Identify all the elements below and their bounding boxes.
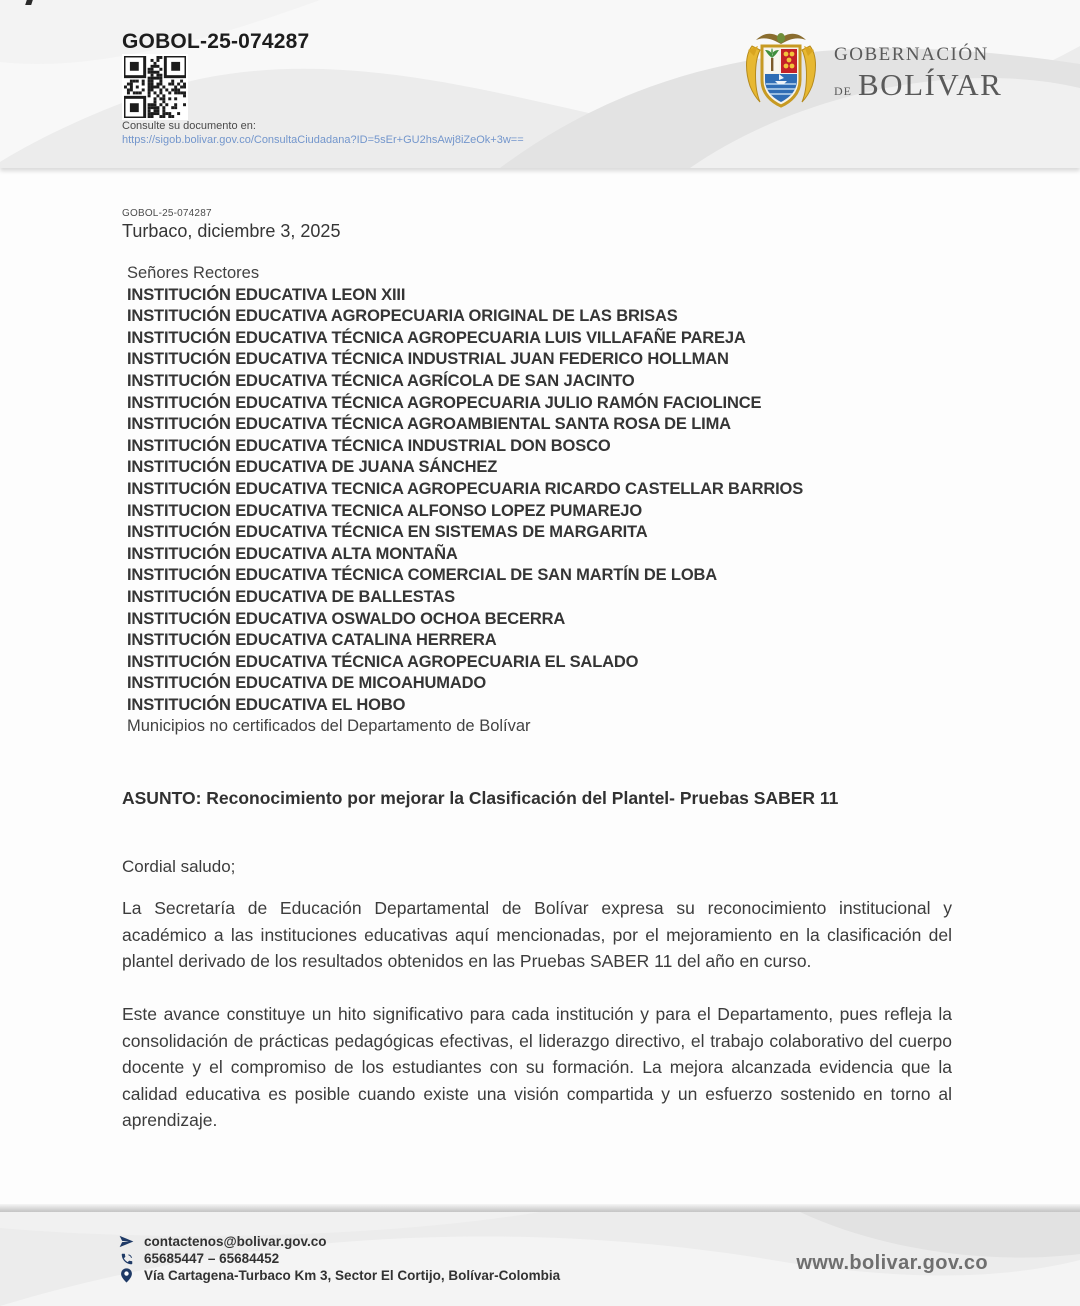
recipient-line: INSTITUCIÓN EDUCATIVA CATALINA HERRERA <box>127 631 497 650</box>
recipient-line: INSTITUCIÓN EDUCATIVA AGROPECUARIA ORIGINAL DE LAS BRISAS <box>127 307 678 326</box>
recipient-line: INSTITUCIÓN EDUCATIVA DE BALLESTAS <box>127 587 455 606</box>
letter-ref-number: GOBOL-25-074287 <box>122 208 212 219</box>
body-paragraph-1: La Secretaría de Educación Departamental de Bolívar expresa su reconocimiento institucional y académico a las instituciones educativas aquí mencionadas, por el mejoramiento en la clasificación del plantel derivado de los resultados obtenidos en las Pruebas SABER 11 del año en curso. <box>122 898 952 972</box>
consult-document-link[interactable]: https://sigob.bolivar.gov.co/ConsultaCiudadana?ID=5sEr+GU2hsAwj8iZeOk+3w== <box>122 134 524 146</box>
greeting: Cordial saludo; <box>122 857 236 876</box>
document-number: GOBOL-25-074287 <box>122 30 310 53</box>
body-paragraph-2: Este avance constituye un hito significativo para cada institución y para el Departamento, pues refleja la consolidación de prácticas pedagógicas efectivas, el liderazgo directivo, el trabajo colaborativo del cuerpo docente y el compromiso de los estudiantes con su formación. La mejora alcanzada evidencia que la calidad educativa es posible cuando existe una visión compartida y un esfuerzo sostenido en torno al aprendizaje. <box>122 1004 952 1131</box>
recipient-line: INSTITUCIÓN EDUCATIVA TÉCNICA INDUSTRIAL DON BOSCO <box>127 436 611 455</box>
subject-line: ASUNTO: Reconocimiento por mejorar la Clasificación del Plantel- Pruebas SABER 11 <box>122 788 839 808</box>
letterhead-header <box>0 0 1080 168</box>
gobernacion-logo <box>742 28 1002 116</box>
recipient-line: INSTITUCIÓN EDUCATIVA TÉCNICA AGROPECUARIA JULIO RAMÓN FACIOLINCE <box>127 393 762 412</box>
recipient-line: INSTITUCIÓN EDUCATIVA ALTA MONTAÑA <box>127 544 458 563</box>
org-name <box>834 45 1002 100</box>
contact-address-row <box>118 1268 560 1283</box>
recipients-footer: Municipios no certificados del Departamento de Bolívar <box>127 717 531 736</box>
letterhead-footer <box>0 1212 1080 1306</box>
recipient-line: INSTITUCIÓN EDUCATIVA TÉCNICA AGROAMBIENTAL SANTA ROSA DE LIMA <box>127 415 731 434</box>
recipient-line: INSTITUCIÓN EDUCATIVA TÉCNICA AGROPECUARIA EL SALADO <box>127 652 639 671</box>
recipient-line: INSTITUCIÓN EDUCATIVA TÉCNICA EN SISTEMAS DE MARGARITA <box>127 523 648 542</box>
recipients-list <box>127 285 967 717</box>
org-name-de: DE <box>834 83 852 98</box>
recipient-line: INSTITUCIÓN EDUCATIVA DE JUANA SÁNCHEZ <box>127 458 498 477</box>
org-name-line1: GOBERNACIÓN <box>834 43 989 65</box>
contact-email-row <box>118 1234 560 1249</box>
recipient-line: INSTITUCIÓN EDUCATIVA TÉCNICA COMERCIAL DE SAN MARTÍN DE LOBA <box>127 566 718 585</box>
contact-info <box>118 1234 560 1283</box>
qr-code <box>122 54 188 120</box>
recipients-block <box>127 263 967 738</box>
location-pin-icon <box>118 1268 135 1283</box>
recipient-line: INSTITUCIÓN EDUCATIVA LEON XIII <box>127 285 406 304</box>
recipient-line: INSTITUCIÓN EDUCATIVA TECNICA AGROPECUARIA RICARDO CASTELLAR BARRIOS <box>127 479 804 498</box>
contact-phones: 65685447 – 65684452 <box>144 1251 280 1266</box>
phone-icon <box>118 1251 135 1266</box>
contact-phone-row <box>118 1251 560 1266</box>
salutation: Señores Rectores <box>127 264 260 282</box>
bolivar-coat-of-arms-icon <box>742 28 820 116</box>
consult-document-label: Consulte su documento en: <box>122 120 256 132</box>
recipient-line: INSTITUCIÓN EDUCATIVA EL HOBO <box>127 695 406 714</box>
recipient-line: INSTITUCIÓN EDUCATIVA OSWALDO OCHOA BECERRA <box>127 609 566 628</box>
send-icon <box>118 1234 135 1249</box>
letter-date: Turbaco, diciembre 3, 2025 <box>122 221 341 241</box>
recipient-line: INSTITUCIÓN EDUCATIVA TÉCNICA AGROPECUARIA LUIS VILLAFAÑE PAREJA <box>127 328 746 347</box>
contact-email: contactenos@bolivar.gov.co <box>144 1234 327 1249</box>
recipient-line: INSTITUCIÓN EDUCATIVA TÉCNICA INDUSTRIAL JUAN FEDERICO HOLLMAN <box>127 350 729 369</box>
recipient-line: INSTITUCIÓN EDUCATIVA DE MICOAHUMADO <box>127 674 487 693</box>
org-name-line2: BOLÍVAR <box>858 66 1003 102</box>
recipient-line: INSTITUCION EDUCATIVA TECNICA ALFONSO LOPEZ PUMAREJO <box>127 501 643 520</box>
footer-website: www.bolivar.gov.co <box>796 1252 988 1274</box>
contact-address: Vía Cartagena-Turbaco Km 3, Sector El Cortijo, Bolívar-Colombia <box>144 1268 561 1283</box>
recipient-line: INSTITUCIÓN EDUCATIVA TÉCNICA AGRÍCOLA DE SAN JACINTO <box>127 371 635 390</box>
